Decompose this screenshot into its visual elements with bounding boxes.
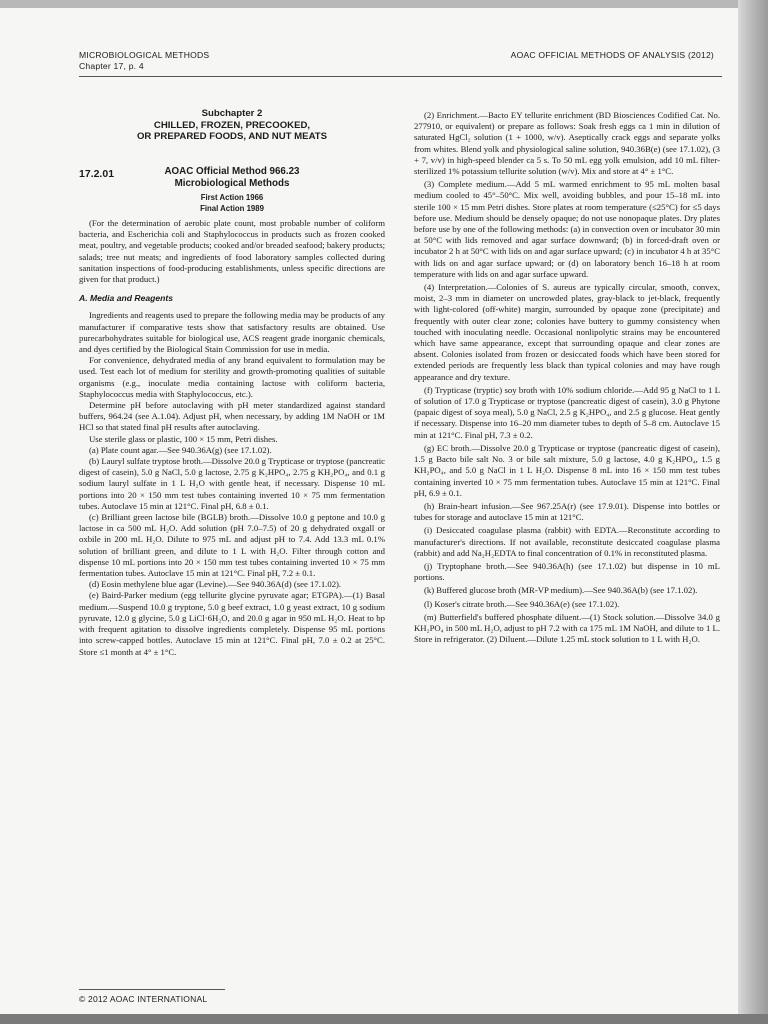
left-paragraph: Use sterile glass or plastic, 100 × 15 mm, Petri dishes. xyxy=(89,433,278,444)
header-chapter-page: Chapter 17, p. 4 xyxy=(79,61,144,71)
footer-rule xyxy=(79,989,225,990)
right-paragraph: (g) EC broth.—Dissolve 20.0 g Trypticase or tryptose (pancreatic digest of casein), 1.5 g Bacto bile salt No. 3 or bile salt mixture, 5.0 g lactose, 4.0 g K₂HPO₄, 1.5 g KH₂PO₄, and 5.0 g NaCl in 1 L H₂O. Dispense 8 mL into 16 × 150 mm test tubes containing inverted 10 × 75 mm fermentation tubes. Autoclave 15 min at 121°C. Final pH, 6.9 ± 0.1. xyxy=(414,442,720,498)
section-heading-media-reagents: A. Media and Reagents xyxy=(79,293,174,304)
page-edge-shadow xyxy=(738,0,768,1024)
left-paragraph: (d) Eosin methylene blue agar (Levine).—See 940.36A(d) (see 17.1.02). xyxy=(89,579,342,590)
subchapter-title-line1: CHILLED, FROZEN, PRECOOKED, xyxy=(153,119,311,131)
left-paragraph: Determine pH before autoclaving with pH meter standardized against standard buffers, 964.24 (see A.1.04). Adjust pH, when necessary, by adding 1M NaOH or 1M HCl so that stated final pH results after autoclaving. xyxy=(79,400,385,433)
left-paragraph: (e) Baird-Parker medium (egg tellurite glycine pyruvate agar; ETGPA).—(1) Basal medium.—Suspend 10.0 g tryptone, 5.0 g beef extract, 1.0 g yeast extract, 10 g sodium pyruvate, 12.0 g glycine, 5.0 g LiCl·6H₂O, and 20.0 g agar in 950 mL H₂O. Heat to bp with frequent agitation to dissolve ingredients completely. Dispense 95 mL portions into screw-capped bottles. Autoclave 15 min at 121°C. Final pH, 7.0 ± 0.2 at 25°C. Store ≤1 month at 4° ± 1°C. xyxy=(79,590,385,657)
scan-top-border xyxy=(0,0,768,8)
method-title: AOAC Official Method 966.23 xyxy=(164,165,300,177)
left-paragraph: (a) Plate count agar.—See 940.36A(g) (see 17.1.02). xyxy=(89,444,272,455)
final-action: Final Action 1989 xyxy=(200,203,264,213)
subchapter-title-line2: OR PREPARED FOODS, AND NUT MEATS xyxy=(136,131,328,143)
left-paragraph: For convenience, dehydrated media of any brand equivalent to formulation may be used. Test each lot of medium for sterility and growth-promoting qualities of suitable organisms (e.g., inoculate media containing lactose with coliform bacteria, Staphylococcus media with Staphylococcus, etc.). xyxy=(79,355,385,399)
copyright-footer: © 2012 AOAC INTERNATIONAL xyxy=(79,994,208,1004)
right-paragraph: (f) Trypticase (tryptic) soy broth with 10% sodium chloride.—Add 95 g NaCl to 1 L of solution of 17.0 g Trypticase or tryptose (pancreatic digest of casein), 3.0 g Phytone (papaic digest of soya meal), 5.0 g NaCl, 2.5 g K₂HPO₄, and 2.5 g glucose. Heat gently if necessary. Dispense into 16–20 mm diameter tubes to depth of 5–8 cm. Autoclave 15 min at 121°C. Final pH, 7.3 ± 0.2. xyxy=(414,384,720,440)
right-paragraph: (h) Brain-heart infusion.—See 967.25A(r) (see 17.9.01). Dispense into bottles or tubes for storage and autoclave 15 min at 121°C. xyxy=(414,500,720,523)
right-paragraph: (4) Interpretation.—Colonies of S. aureus are typically circular, smooth, convex, moist, 2–3 mm in diameter on uncrowded plates, gray-black to jet-black, frequently with light-colored (off-white) margin, surrounded by opaque zone (precipitate) and frequently with outer clear zone; colonies have buttery to gummy consistency when touched with inoculating needle. Occasional nonlipolytic strains may be encountered which have same appearance, except that surrounding opaque and clear zones are absent. Colonies isolated from frozen or desiccated foods which have been stored for extended periods are frequently less black than typical colonies and may have rough appearance and dry texture. xyxy=(414,282,720,382)
left-column xyxy=(79,108,385,658)
running-header-right: AOAC OFFICIAL METHODS OF ANALYSIS (2012) xyxy=(510,50,714,60)
left-paragraph: (c) Brilliant green lactose bile (BGLB) broth.—Dissolve 10.0 g peptone and 10.0 g lactose in ca 500 mL H₂O. Add solution (pH 7.0–7.5) of 20 g dehydrated oxgall or oxbile in 200 mL H₂O. Dilute to 975 mL and adjust pH to 7.4. Add 13.3 mL 0.1% solution of brilliant green, and dilute to 1 L with H₂O. Filter through cotton and dispense 10 mL portions into 20 × 150 mm test tubes containing inverted 10 × 75 mm fermentation tubes. Autoclave 15 min at 121°C. Final pH, 7.2 ± 0.1. xyxy=(79,512,385,579)
right-paragraph: (i) Desiccated coagulase plasma (rabbit) with EDTA.—Reconstitute according to manufacturer's directions. If not available, reconstitute desiccated coagulase plasma (rabbit) and add Na₂H₂EDTA to final concentration of 0.1% in reconstituted plasma. xyxy=(414,525,720,558)
right-paragraph: (3) Complete medium.—Add 5 mL warmed enrichment to 95 mL molten basal medium cooled to 45°–50°C. Mix well, avoiding bubbles, and pour 15–18 mL into sterile 100 × 15 mm Petri dishes. Store plates at room temperature (≤25°C) for ≤5 days before use. Medium should be densely opaque; do not use nonopaque plates. Dry plates before use by one of the following methods: (a) in convection oven or incubator 30 min at 50°C with lids removed and agar surface downward; (b) in forced-draft oven or incubator 2 h at 50°C with lids on and agar surface upward; (c) in incubator 4 h at 35°C with lids on and agar surface upward; or (d) on laboratory bench 16–18 h at room temperature with lids on and agar surface upward. xyxy=(414,179,720,279)
left-paragraph: (b) Lauryl sulfate tryptose broth.—Dissolve 20.0 g Trypticase or tryptose (pancreatic digest of casein), 5.0 g NaCl, 5.0 g lactose, 2.75 g K₂HPO₄, 2.75 g KH₂PO₄, and 0.1 g sodium lauryl sulfate in 1 L H₂O with gentle heat, if necessary. Dispense 10 mL portions into 20 × 150 mm test tubes containing inverted 10 × 75 mm fermentation tubes. Autoclave 15 min at 121°C. Final pH, 6.8 ± 0.1. xyxy=(79,456,385,511)
method-number: 17.2.01 xyxy=(79,167,115,180)
right-paragraph: (2) Enrichment.—Bacto EY tellurite enrichment (BD Biosciences Codified Cat. No. 277910, or equivalent) or prepare as follows: Soak fresh eggs ca 1 min in dilution of saturated HgCl₂ solution (1 + 1000, w/v). Aseptically crack eggs and separate yolks from whites. Blend yolk and physiological saline solution, 940.36B(e) (see 17.1.02), (3 + 7, v/v) in high-speed blender ca 5 s. To 50 mL egg yolk emulsion, add 10 mL filter-sterilized 1% potassium tellurite solution (w/v). Mix and store at 4° ± 1°C. xyxy=(414,110,720,177)
header-section-title: MICROBIOLOGICAL METHODS xyxy=(79,50,210,60)
right-paragraph: (m) Butterfield's buffered phosphate diluent.—(1) Stock solution.—Dissolve 34.0 g KH₂PO₄ in 500 mL H₂O, adjust to pH 7.2 with ca 175 mL 1M NaOH, and dilute to 1 L. Store in refrigerator. (2) Diluent.—Dilute 1.25 mL stock solution to 1 L with H₂O. xyxy=(414,611,720,645)
header-rule xyxy=(79,76,722,77)
right-paragraph: (k) Buffered glucose broth (MR-VP medium).—See 940.36A(b) (see 17.1.02). xyxy=(424,585,698,596)
document-page xyxy=(0,8,738,1014)
scope-paragraph: (For the determination of aerobic plate count, most probable number of coliform bacteria, and Escherichia coli and Staphylococcus in products such as frozen cooked meat, poultry, and vegetable products; cooked and/or breaded seafood; bakery products; salads; tree nut meats; and ingredients of food laboratory samples collected during sanitation inspections of food-producing establishments, unless specific directions are given for that product.) xyxy=(79,217,385,284)
right-paragraph: (j) Tryptophane broth.—See 940.36A(h) (see 17.1.02) but dispense in 10 mL portions. xyxy=(414,560,720,583)
right-paragraph: (l) Koser's citrate broth.—See 940.36A(e) (see 17.1.02). xyxy=(424,598,620,609)
running-header-left xyxy=(79,50,209,72)
scan-bottom-border xyxy=(0,1014,768,1024)
first-action: First Action 1966 xyxy=(200,192,264,202)
subchapter-label: Subchapter 2 xyxy=(201,108,263,119)
method-subtitle: Microbiological Methods xyxy=(174,177,290,189)
right-column xyxy=(414,110,720,645)
left-paragraph: Ingredients and reagents used to prepare the following media may be products of any manufacturer if comparative tests show that satisfactory results are obtained. Use purecarbohydrates suitable for biological use, ACS reagent grade inorganic chemicals, and dyes certified by the Biological Stain Commission for use in media. xyxy=(79,310,386,355)
